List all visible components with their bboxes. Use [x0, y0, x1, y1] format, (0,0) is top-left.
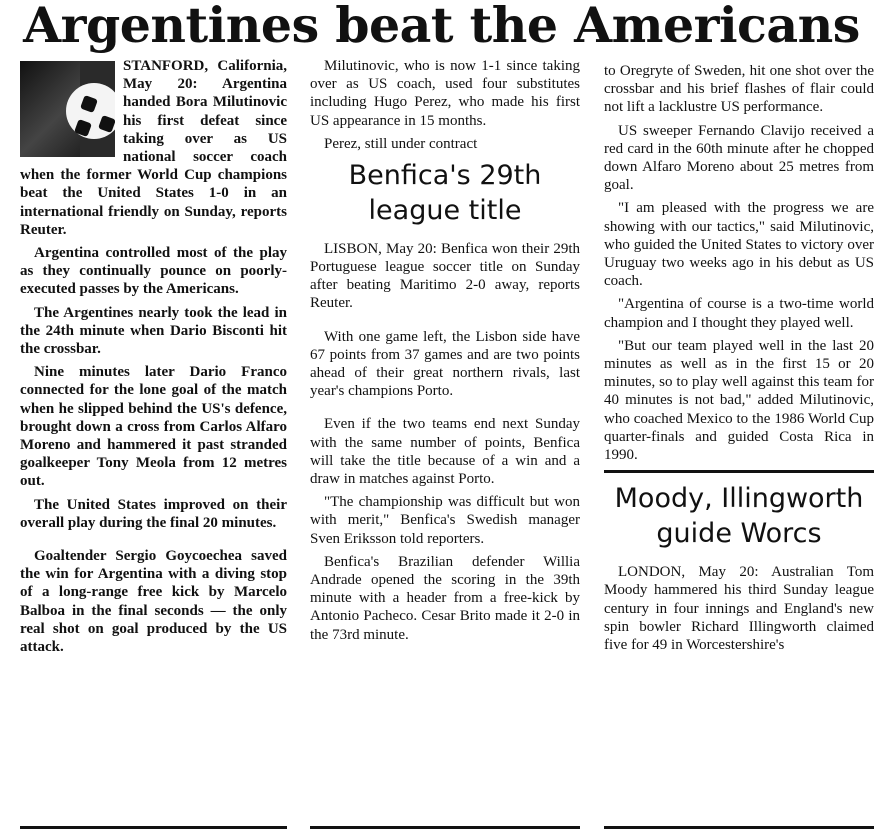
article-paragraph: STANFORD, California, May 20: Argentina handed Bora Milutinovic his first defeat since taking over as US national soccer coach when the former World Cup champions beat the United States 1-0 in an international friendly on Sunday, reports Reuter.: [20, 58, 287, 238]
article-paragraph: Nine minutes later Dario Franco connected for the lone goal of the match when he slipped behind the US's defence, brought down a cross from Carlos Alfaro Moreno and hammered it past stranded goalkeeper Tony Meola from 12 metres out.: [20, 364, 287, 490]
article-paragraph: "The championship was difficult but won with merit," Benfica's Swedish manager Sven Eriksson told reporters.: [310, 494, 580, 547]
article-paragraph: US sweeper Fernando Clavijo received a red card in the 60th minute after he chopped down Alfaro Moreno about 25 metres from goal.: [604, 122, 874, 194]
article-paragraph: Goaltender Sergio Goycoechea saved the win for Argentina with a diving stop of a long-range free kick by Marcelo Balboa in the final seconds — the only real shot on goal produced by the US attack.: [20, 548, 287, 656]
article-paragraph: "But our team played well in the last 20 minutes as well as in the first 15 or 20 minutes, so to play well against this team for 40 minutes is not bad," added Milutinovic, who coached Mexico to the 1986 World Cup quarter-finals and guided Costa Rica in 1990.: [604, 337, 874, 464]
article-paragraph: With one game left, the Lisbon side have 67 points from 37 games and are two points ahead of their great northern rivals, last year's champions Porto.: [310, 328, 580, 400]
article-paragraph-continued: Perez, still under contract: [324, 135, 478, 152]
article-paragraph: Milutinovic, who is now 1-1 since taking over as US coach, used four substitutes including Hugo Perez, who made his first US appearance in 15 months.: [310, 58, 580, 129]
soccer-ball-photo: [20, 61, 115, 157]
article-paragraph: The Argentines nearly took the lead in the 24th minute when Dario Bisconti hit the crossbar.: [20, 304, 287, 358]
column-1: [20, 57, 287, 661]
column-2: [310, 57, 580, 649]
article-paragraph-continued: to Oregryte of Sweden, hit one shot over the crossbar and his brief flashes of flair could not lift a lacklustre US performance.: [604, 63, 874, 116]
article-paragraph: Benfica's Brazilian defender Willia Andrade opened the scoring in the 39th minute with a header from a free-kick by Antonio Pacheco. Cesar Brito made it 2-0 in the 73rd minute.: [310, 553, 580, 643]
divider: [604, 470, 874, 473]
article-paragraph: LONDON, May 20: Australian Tom Moody hammered his third Sunday league century in four innings and England's new spin bowler Richard Illingworth claimed five for 49 in Worcestershire's: [604, 564, 874, 654]
article-paragraph: LISBON, May 20: Benfica won their 29th Portuguese league soccer title on Sunday after beating Maritimo 2-0 away, reports Reuter.: [310, 240, 580, 312]
main-headline: Argentines beat the Americans: [23, 0, 860, 54]
article-paragraph: "I am pleased with the progress we are showing with our tactics," said Milutinovic, who guided the United States to victory over Uruguay two weeks ago in his debut as US coach.: [604, 200, 874, 290]
article-paragraph: Even if the two teams end next Sunday with the same number of points, Benfica will take the title because of a win and a draw in matches against Porto.: [310, 416, 580, 488]
article-paragraph: Argentina controlled most of the play as they continually pounce on poorly-executed passes by the Americans.: [20, 245, 287, 298]
column-3: [604, 62, 874, 659]
benfica-headline: Benfica's 29th league title: [348, 159, 542, 226]
article-paragraph: The United States improved on their overall play during the final 20 minutes.: [20, 496, 287, 531]
moody-headline: Moody, Illingworth guide Worcs: [614, 483, 864, 550]
article-paragraph: "Argentina of course is a two-time world champion and I thought they played well.: [604, 296, 874, 331]
